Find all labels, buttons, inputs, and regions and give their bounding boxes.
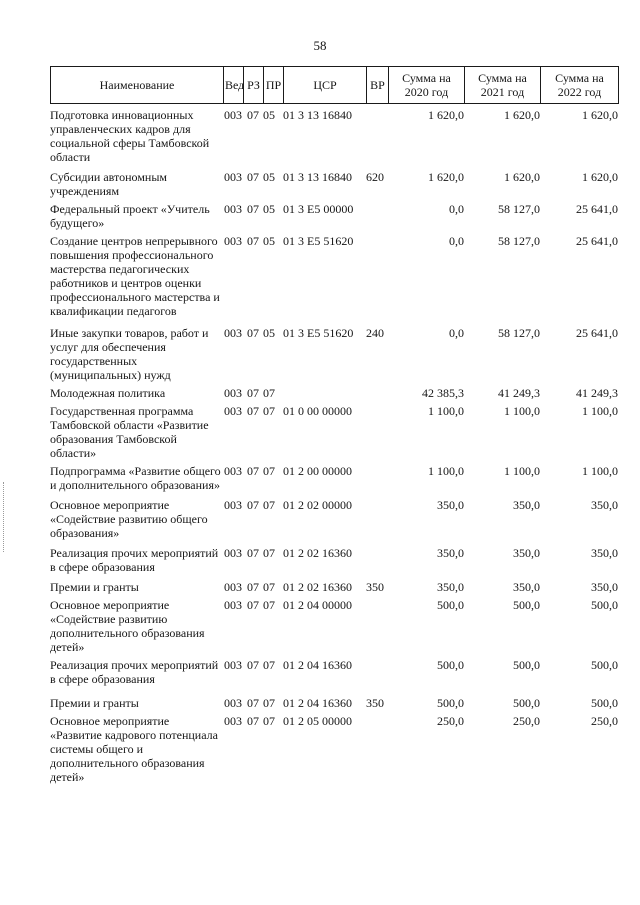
row-pr: 07 [263, 714, 275, 728]
row-pr: 07 [263, 580, 275, 594]
row-ved: 003 [224, 202, 242, 216]
margin-scan-mark [3, 482, 7, 552]
table-row [50, 578, 618, 596]
row-sum-2020: 42 385,3 [422, 386, 464, 400]
row-sum-2020: 500,0 [437, 696, 464, 710]
row-pr: 05 [263, 202, 275, 216]
row-csr: 01 0 00 00000 [283, 404, 352, 418]
row-vr [366, 596, 388, 656]
row-sum-2021: 500,0 [513, 658, 540, 672]
row-vr [366, 656, 388, 694]
row-vr [366, 402, 388, 462]
row-sum-2022: 1 100,0 [582, 404, 618, 418]
row-pr: 07 [263, 598, 275, 612]
row-pr: 07 [263, 696, 275, 710]
row-sum-2020: 1 100,0 [428, 464, 464, 478]
row-rz: 07 [247, 498, 259, 512]
table-row [50, 384, 618, 402]
row-rz: 07 [247, 404, 259, 418]
row-name: Подготовка инновационных управленческих кадров для социальной сферы Тамбовской области [50, 108, 210, 164]
row-sum-2021: 1 620,0 [504, 170, 540, 184]
table-row [50, 232, 618, 324]
row-name: Основное мероприятие «Содействие развитию общего образования» [50, 498, 208, 540]
row-sum-2022: 1 620,0 [582, 170, 618, 184]
row-rz: 07 [247, 326, 259, 340]
row-sum-2020: 500,0 [437, 598, 464, 612]
row-name: Реализация прочих мероприятий в сфере образования [50, 546, 219, 574]
row-name: Премии и гранты [50, 696, 139, 710]
row-name: Государственная программа Тамбовской области «Развитие образования Тамбовской области» [50, 404, 209, 460]
row-vr [366, 384, 388, 402]
row-name: Создание центров непрерывного повышения профессионального мастерства педагогических работников и центров оценки профессионального мастерства и квалификации педагогов [50, 234, 220, 318]
header-csr: ЦСР [284, 67, 367, 104]
header-sum-2020: Сумма на 2020 год [389, 67, 465, 104]
row-csr [283, 384, 366, 402]
row-ved: 003 [224, 580, 242, 594]
row-sum-2020: 500,0 [437, 658, 464, 672]
row-rz: 07 [247, 696, 259, 710]
row-pr: 05 [263, 326, 275, 340]
row-rz: 07 [247, 464, 259, 478]
header-sum-2021: Сумма на 2021 год [465, 67, 541, 104]
header-rz: РЗ [244, 67, 264, 104]
row-csr: 01 2 04 00000 [283, 598, 352, 612]
row-sum-2022: 1 620,0 [582, 108, 618, 122]
row-name: Федеральный проект «Учитель будущего» [50, 202, 210, 230]
header-pr: ПР [264, 67, 284, 104]
row-sum-2021: 58 127,0 [498, 326, 540, 340]
row-ved: 003 [224, 658, 242, 672]
table-row [50, 596, 618, 656]
row-csr: 01 2 05 00000 [283, 714, 352, 728]
row-sum-2021: 58 127,0 [498, 234, 540, 248]
row-rz: 07 [247, 234, 259, 248]
table-header [50, 66, 619, 104]
row-sum-2021: 250,0 [513, 714, 540, 728]
table-row [50, 106, 618, 168]
row-sum-2022: 25 641,0 [576, 326, 618, 340]
row-ved: 003 [224, 714, 242, 728]
row-name: Основное мероприятие «Содействие развитию дополнительного образования детей» [50, 598, 205, 654]
row-vr [366, 232, 388, 324]
table-row [50, 496, 618, 544]
row-sum-2021: 500,0 [513, 598, 540, 612]
row-sum-2021: 58 127,0 [498, 202, 540, 216]
row-sum-2020: 1 620,0 [428, 108, 464, 122]
row-csr: 01 3 13 16840 [283, 108, 352, 122]
budget-table [50, 106, 618, 786]
row-csr: 01 2 02 16360 [283, 580, 352, 594]
row-sum-2022: 500,0 [591, 696, 618, 710]
row-csr: 01 2 04 16360 [283, 658, 352, 672]
row-vr [366, 462, 388, 496]
row-sum-2022: 41 249,3 [576, 386, 618, 400]
row-sum-2020: 250,0 [437, 714, 464, 728]
row-vr [366, 200, 388, 232]
row-sum-2022: 350,0 [591, 546, 618, 560]
row-rz: 07 [247, 658, 259, 672]
table-row [50, 324, 618, 384]
row-sum-2021: 1 100,0 [504, 404, 540, 418]
table-row [50, 462, 618, 496]
row-ved: 003 [224, 696, 242, 710]
row-vr [366, 106, 388, 168]
row-csr: 01 2 04 16360 [283, 696, 352, 710]
row-csr: 01 2 00 00000 [283, 464, 352, 478]
row-csr: 01 3 E5 51620 [283, 234, 354, 248]
header-sum-2022: Сумма на 2022 год [541, 67, 619, 104]
table-row [50, 712, 618, 786]
row-ved: 003 [224, 170, 242, 184]
row-name: Подпрограмма «Развитие общего и дополнительного образования» [50, 464, 221, 492]
row-pr: 07 [263, 658, 275, 672]
row-sum-2021: 500,0 [513, 696, 540, 710]
row-rz: 07 [247, 598, 259, 612]
row-vr: 350 [366, 580, 384, 594]
header-vr: ВР [367, 67, 389, 104]
row-pr: 07 [263, 404, 275, 418]
row-rz: 07 [247, 170, 259, 184]
row-name: Субсидии автономным учреждениям [50, 170, 167, 198]
row-name: Молодежная политика [50, 386, 166, 400]
row-pr: 07 [263, 498, 275, 512]
row-name: Иные закупки товаров, работ и услуг для обеспечения государственных (муниципальных) нужд [50, 326, 209, 382]
row-ved: 003 [224, 598, 242, 612]
row-vr [366, 712, 388, 786]
row-rz: 07 [247, 580, 259, 594]
row-name: Основное мероприятие «Развитие кадрового потенциала системы общего и дополнительного образования детей» [50, 714, 218, 784]
row-csr: 01 3 13 16840 [283, 170, 352, 184]
row-sum-2020: 0,0 [449, 234, 464, 248]
row-sum-2022: 500,0 [591, 658, 618, 672]
row-pr: 07 [263, 546, 275, 560]
row-sum-2020: 350,0 [437, 498, 464, 512]
table-row [50, 200, 618, 232]
row-sum-2022: 500,0 [591, 598, 618, 612]
row-sum-2020: 0,0 [449, 202, 464, 216]
row-sum-2020: 0,0 [449, 326, 464, 340]
row-sum-2021: 350,0 [513, 546, 540, 560]
table-row [50, 168, 618, 200]
row-ved: 003 [224, 326, 242, 340]
row-sum-2021: 41 249,3 [498, 386, 540, 400]
row-sum-2022: 25 641,0 [576, 234, 618, 248]
row-name: Премии и гранты [50, 580, 139, 594]
row-ved: 003 [224, 498, 242, 512]
row-sum-2021: 1 620,0 [504, 108, 540, 122]
row-vr [366, 544, 388, 578]
row-rz: 07 [247, 202, 259, 216]
row-vr: 620 [366, 170, 384, 184]
row-pr: 05 [263, 108, 275, 122]
row-rz: 07 [247, 386, 259, 400]
row-name: Реализация прочих мероприятий в сфере образования [50, 658, 219, 686]
row-ved: 003 [224, 386, 242, 400]
header-name: Наименование [51, 67, 224, 104]
row-vr [366, 496, 388, 544]
row-csr: 01 3 E5 51620 [283, 326, 354, 340]
row-sum-2022: 1 100,0 [582, 464, 618, 478]
row-pr: 07 [263, 464, 275, 478]
row-ved: 003 [224, 404, 242, 418]
row-rz: 07 [247, 108, 259, 122]
row-sum-2020: 350,0 [437, 580, 464, 594]
row-ved: 003 [224, 546, 242, 560]
table-row [50, 402, 618, 462]
row-sum-2020: 350,0 [437, 546, 464, 560]
row-pr: 05 [263, 170, 275, 184]
row-csr: 01 3 E5 00000 [283, 202, 354, 216]
header-ved: Вед [224, 67, 244, 104]
row-sum-2022: 250,0 [591, 714, 618, 728]
row-csr: 01 2 02 00000 [283, 498, 352, 512]
row-pr: 05 [263, 234, 275, 248]
row-sum-2022: 25 641,0 [576, 202, 618, 216]
row-ved: 003 [224, 108, 242, 122]
page-number: 58 [313, 38, 327, 53]
row-pr: 07 [263, 386, 275, 400]
row-csr: 01 2 02 16360 [283, 546, 352, 560]
row-ved: 003 [224, 234, 242, 248]
row-sum-2020: 1 100,0 [428, 404, 464, 418]
row-sum-2020: 1 620,0 [428, 170, 464, 184]
row-sum-2022: 350,0 [591, 580, 618, 594]
row-vr: 350 [366, 696, 384, 710]
row-rz: 07 [247, 714, 259, 728]
row-sum-2021: 350,0 [513, 498, 540, 512]
table-row [50, 544, 618, 578]
row-sum-2022: 350,0 [591, 498, 618, 512]
row-vr: 240 [366, 326, 384, 340]
row-ved: 003 [224, 464, 242, 478]
row-rz: 07 [247, 546, 259, 560]
table-row [50, 694, 618, 712]
row-sum-2021: 350,0 [513, 580, 540, 594]
table-row [50, 656, 618, 694]
row-sum-2021: 1 100,0 [504, 464, 540, 478]
